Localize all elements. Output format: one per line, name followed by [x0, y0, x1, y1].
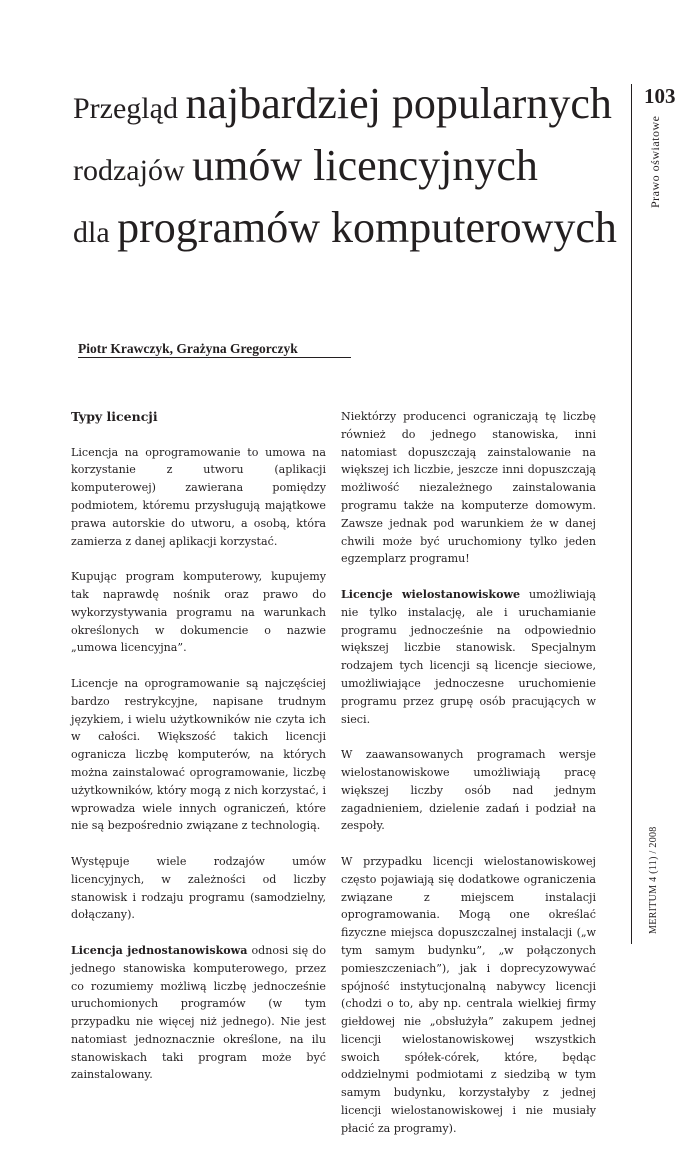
- paragraph-text: odnosi się do jednego stanowiska komputerowego, przez co rozumiemy możliwą liczbę jednocześnie uruchomionych programów (w tym przypadku nie więcej niż jednego). Nie jest natomiast jednoznacznie określone, na ilu stanowiskach taki program może być zainstalowany.: [71, 943, 326, 1082]
- paragraph: Licencja na oprogramowanie to umowa na korzystanie z utworu (aplikacji komputerowej) zawierana pomiędzy podmiotem, któremu przysługują majątkowe prawa autorskie do utworu, a osobą, która zamierza z danej aplikacji korzystać.: [71, 445, 326, 548]
- paragraph: Licencje na oprogramowanie są najczęściej bardzo restrykcyjne, napisane trudnym językiem, i wielu użytkowników nie czyta ich w całości. Większość takich licencji ogranicza liczbę komputerów, na których można zainstalować oprogramowanie, liczbę użytkowników, który mogą z nich korzystać, i wprowadza wiele innych ograniczeń, które nie są bezpośrednio związane z technologią.: [71, 676, 326, 833]
- paragraph: [341, 586, 596, 728]
- authors: Piotr Krawczyk, Grażyna Gregorczyk: [78, 341, 298, 356]
- paragraph: [71, 942, 326, 1084]
- title-line-2-small: rodzajów: [73, 154, 193, 187]
- left-column: [71, 408, 326, 1102]
- section-label: Prawo oświatowe: [648, 115, 662, 208]
- margin-rule: [631, 84, 632, 944]
- journal-footer: MERITUM 4 (11) / 2008: [648, 826, 659, 934]
- right-column: [341, 408, 596, 1155]
- paragraph: W przypadku licencji wielostanowiskowej często pojawiają się dodatkowe ograniczenia związane z miejscem instalacji oprogramowania. Mogą one określać fizyczne miejsca dopuszczalnej instalacji („w tym samym budynku”, „w połączonych pomieszczeniach”), jak i doprecyzowywać spójność instytucjonalną nabywcy licencji (chodzi o to, aby np. centrala wielkiej firmy giełdowej nie „obsłużyła” zakupem jednej licencji wielostanowiskowej wszystkich swoich spółek-córek, które, będąc oddzielnymi podmiotami z siedzibą w tym samym budynku, korzystałyby z jednej licencji wielostanowiskowej i nie musiały płacić za programy).: [341, 854, 596, 1135]
- title-line-3: [73, 203, 617, 252]
- page-number: 103: [644, 84, 676, 108]
- title-line-2-large: umów licencyjnych: [192, 141, 538, 190]
- title-line-3-large: programów komputerowych: [117, 203, 617, 252]
- paragraph: Kupując program komputerowy, kupujemy tak naprawdę nośnik oraz prawo do wykorzystywania programu na warunkach określonych w dokumencie o nazwie „umowa licencyjna”.: [71, 570, 326, 655]
- title-line-1: [73, 79, 612, 128]
- title-line-1-large: najbardziej popularnych: [185, 79, 612, 128]
- title-line-3-small: dla: [73, 216, 118, 249]
- paragraph: W zaawansowanych programach wersje wielostanowiskowe umożliwiają pracę większej liczby osób nad jednym zagadnieniem, dzielenie zadań i podział na zespoły.: [341, 748, 596, 833]
- term-bold: Licencje wielostanowiskowe: [341, 587, 521, 601]
- title-line-2: [73, 141, 538, 190]
- term-bold: Licencja jednostanowiskowa: [71, 943, 248, 957]
- paragraph: Występuje wiele rodzajów umów licencyjnych, w zależności od liczby stanowisk i rodzaju programu (samodzielny, dołączany).: [71, 854, 326, 922]
- section-heading: Typy licencji: [71, 409, 158, 424]
- paragraph-text: umożliwiają nie tylko instalację, ale i uruchamianie programu jednocześnie na odpowiednio większej liczbie stanowisk. Specjalnym rodzajem tych licencji są licencje sieciowe, umożliwiające jednoczesne uruchomienie programu przez grupę osób pracujących w sieci.: [341, 587, 596, 726]
- author-underline: [78, 357, 351, 358]
- title-line-1-small: Przegląd: [73, 92, 186, 125]
- paragraph: Niektórzy producenci ograniczają tę liczbę również do jednego stanowiska, inni natomiast dopuszczają zainstalowanie na większej ich liczbie, jeszcze inni dopuszczają możliwość niezależnego zainstalowania programu także na komputerze domowym. Zawsze jednak pod warunkiem że w danej chwili może być uruchomiony tylko jeden egzemplarz programu!: [341, 410, 596, 566]
